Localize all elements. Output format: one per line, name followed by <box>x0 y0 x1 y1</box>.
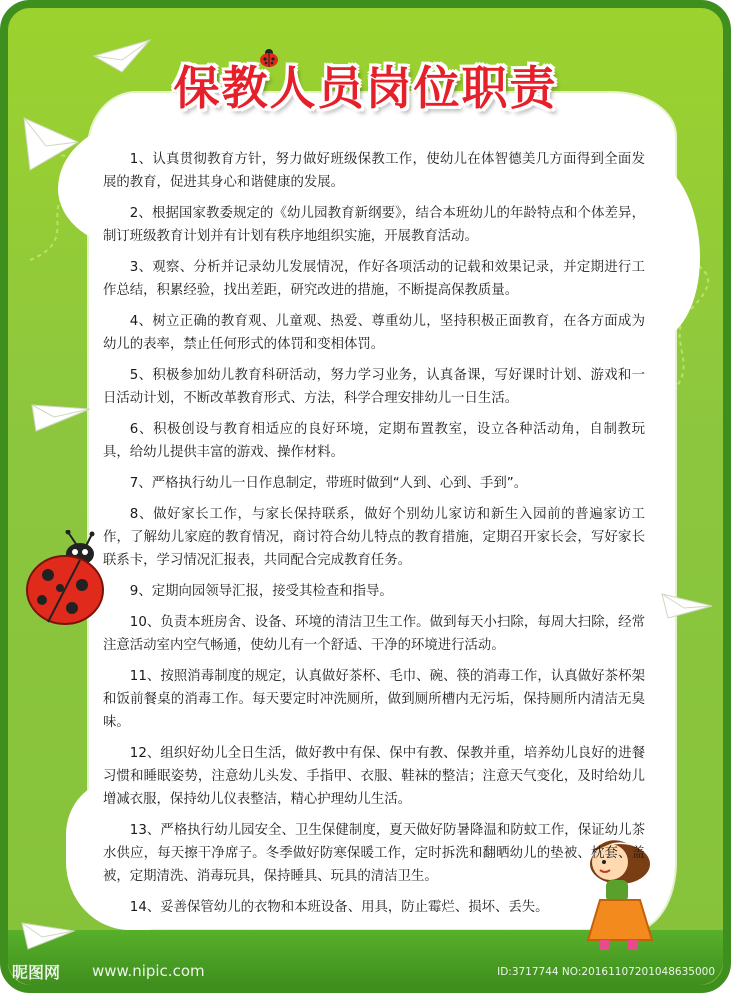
ladybug-icon <box>20 530 110 630</box>
duty-item: 10、负责本班房舍、设备、环境的清洁卫生工作。做到每天小扫除，每周大扫除，经常注意活动室内空气畅通，使幼儿有一个舒适、干净的环境进行活动。 <box>103 615 645 653</box>
watermark-url: www.nipic.com <box>92 962 205 980</box>
watermark-id: ID:3717744 NO:20161107201048635000 <box>497 966 715 978</box>
duty-item: 5、积极参加幼儿教育科研活动，努力学习业务，认真备课，写好课时计划、游戏和一日活动计划，不断改革教育形式、方法，科学合理安排幼儿一日生活。 <box>103 368 645 406</box>
duty-item: 2、根据国家教委规定的《幼儿园教育新纲要》，结合本班幼儿的年龄特点和个体差异，制订班级教育计划并有计划有秩序地组织实施，开展教育活动。 <box>103 206 645 244</box>
duty-item: 1、认真贯彻教育方针，努力做好班级保教工作，使幼儿在体智德美几方面得到全面发展的教育，促进其身心和谐健康的发展。 <box>103 152 645 190</box>
duty-item: 7、严格执行幼儿一日作息制定，带班时做到“人到、心到、手到”。 <box>129 476 528 491</box>
duty-item: 9、定期向园领导汇报，接受其检查和指导。 <box>129 584 393 599</box>
duty-item: 14、妥善保管幼儿的衣物和本班设备、用具，防止霉烂、损坏、丢失。 <box>129 900 549 915</box>
duties-list <box>103 148 645 927</box>
duty-item: 11、按照消毒制度的规定，认真做好茶杯、毛巾、碗、筷的消毒工作，认真做好茶杯架和饭前餐桌的消毒工作。每天要定时冲洗厕所，做到厕所槽内无污垢，保持厕所内清洁无臭味。 <box>103 669 645 730</box>
paper-plane-icon <box>20 915 76 951</box>
watermark-logo: 昵图网 <box>12 963 61 982</box>
duty-item: 12、组织好幼儿全日生活，做好教中有保、保中有教、保教并重，培养幼儿良好的进餐习惯和睡眠姿势，注意幼儿头发、手指甲、衣服、鞋袜的整洁；注意天气变化，及时给幼儿增减衣服，保持幼儿仪表整洁，精心护理幼儿生活。 <box>103 746 645 807</box>
duty-item: 6、积极创设与教育相适应的良好环境，定期布置教室，设立各种活动角，自制教玩具，给幼儿提供丰富的游戏、操作材料。 <box>103 422 645 460</box>
page-title: 保教人员岗位职责 <box>173 61 558 115</box>
duty-item: 3、观察、分析并记录幼儿发展情况，作好各项活动的记载和效果记录，并定期进行工作总结，积累经验，找出差距，研究改进的措施，不断提高保教质量。 <box>103 260 645 298</box>
duty-item: 8、做好家长工作，与家长保持联系，做好个别幼儿家访和新生入园前的普遍家访工作，了解幼儿家庭的教育情况，商讨符合幼儿特点的教育措施，定期召开家长会，写好家长联系卡，学习情况汇报表，共同配合完成教育任务。 <box>103 507 645 568</box>
paper-plane-icon <box>660 580 714 620</box>
duty-item: 4、树立正确的教育观、儿童观、热爱、尊重幼儿，坚持积极正面教育，在各方面成为幼儿的表率，禁止任何形式的体罚和变相体罚。 <box>103 314 645 352</box>
paper-plane-icon <box>30 395 92 433</box>
duty-item: 13、严格执行幼儿园安全、卫生保健制度，夏天做好防暑降温和防蚊工作，保证幼儿茶水供应，每天擦干净席子。冬季做好防寒保暖工作，定时拆洗和翻晒幼儿的垫被、枕套、盖被，定期清洗、消毒玩具，保持睡具、玩具的清洁卫生。 <box>103 823 645 884</box>
